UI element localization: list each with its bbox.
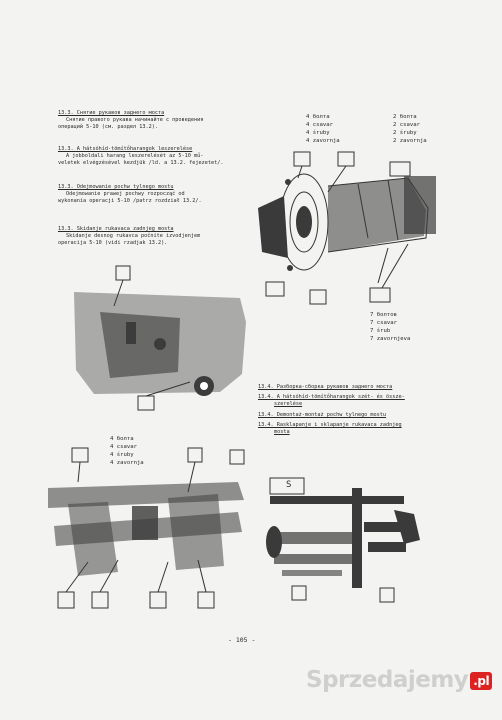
section-title-hu: 13.3. A hátsóhíd-tömítőharangok leszerelése [58, 146, 193, 152]
section-title-sr: 13.4. Rasklapanje i sklapanje rukavaca zadnjeg [258, 422, 402, 428]
section-text: szerelése [274, 401, 303, 407]
callout-line: 4 болта [306, 114, 330, 120]
illustration-puller-tool [264, 470, 424, 614]
callout-line: 7 csavar [370, 320, 397, 326]
illustration-frame-underside [48, 442, 246, 618]
callout-line: 7 болтов [370, 312, 397, 318]
callout-line: 4 śruby [306, 130, 330, 136]
section-text: mosta [274, 429, 290, 435]
illustration-housing-side [70, 262, 252, 420]
callout-line: 4 zavornja [306, 138, 340, 144]
callout-line: 4 csavar [306, 122, 333, 128]
callout-line: 2 zavornja [393, 138, 427, 144]
section-title-pl: 13.4. Demontaż-montaż pochw tylnego mostu [258, 412, 387, 418]
watermark-text: Sprzedajemy [306, 667, 469, 693]
section-text: operacija 5-10 (vidi rzadjak 13.2). [58, 240, 168, 246]
section-title-sr: 13.3. Skidanje rukavaca zadnjeg mosta [58, 226, 174, 232]
section-text: Skidanje desnog rukavca počnite izvodjenjem [66, 233, 201, 239]
illustration-axle-housing [258, 148, 444, 318]
section-text: операций 5-10 (см. раздел 13.2). [58, 124, 158, 130]
page-number: - 105 - [228, 636, 256, 644]
callout-line: 4 болта [110, 436, 134, 442]
section-title-ru: 13.3. Снятие рукавов заднего моста [58, 110, 165, 116]
section-text: veletek elvégzésével kezdjük /ld. a 13.2. fejezetet/. [58, 160, 224, 166]
section-text: Odejmowanie prawej pochwy rozpocząć od [66, 191, 185, 197]
callout-line: 7 zavornjeva [370, 336, 411, 342]
callout-line: 4 śruby [110, 452, 134, 458]
callout-line: 2 болта [393, 114, 417, 120]
section-title-pl: 13.3. Odejmowanie pochw tylnego mostu [58, 184, 174, 190]
callout-line: 2 śruby [393, 130, 417, 136]
section-text: A jobboldali harang leszerelését az 5-10 mű- [66, 153, 204, 159]
callout-line: 7 śrub [370, 328, 391, 334]
section-title-ru: 13.4. Разборка-сборка рукавов заднего моста [258, 384, 393, 390]
watermark-badge: .pl [470, 672, 492, 690]
section-title-hu: 13.4. A hátsóhíd-tömítőharangok szét- és össze- [258, 394, 405, 400]
callout-line: 4 csavar [110, 444, 137, 450]
section-text: Снятие правого рукава начинайте с проведения [66, 117, 204, 123]
callout-line: 2 csavar [393, 122, 420, 128]
section-text: wykonania operacji 5-10 /patrz rozdział 13.2/. [58, 198, 202, 204]
watermark [306, 667, 492, 693]
figure-label-s: S [286, 480, 292, 490]
callout-line: 4 zavornja [110, 460, 144, 466]
